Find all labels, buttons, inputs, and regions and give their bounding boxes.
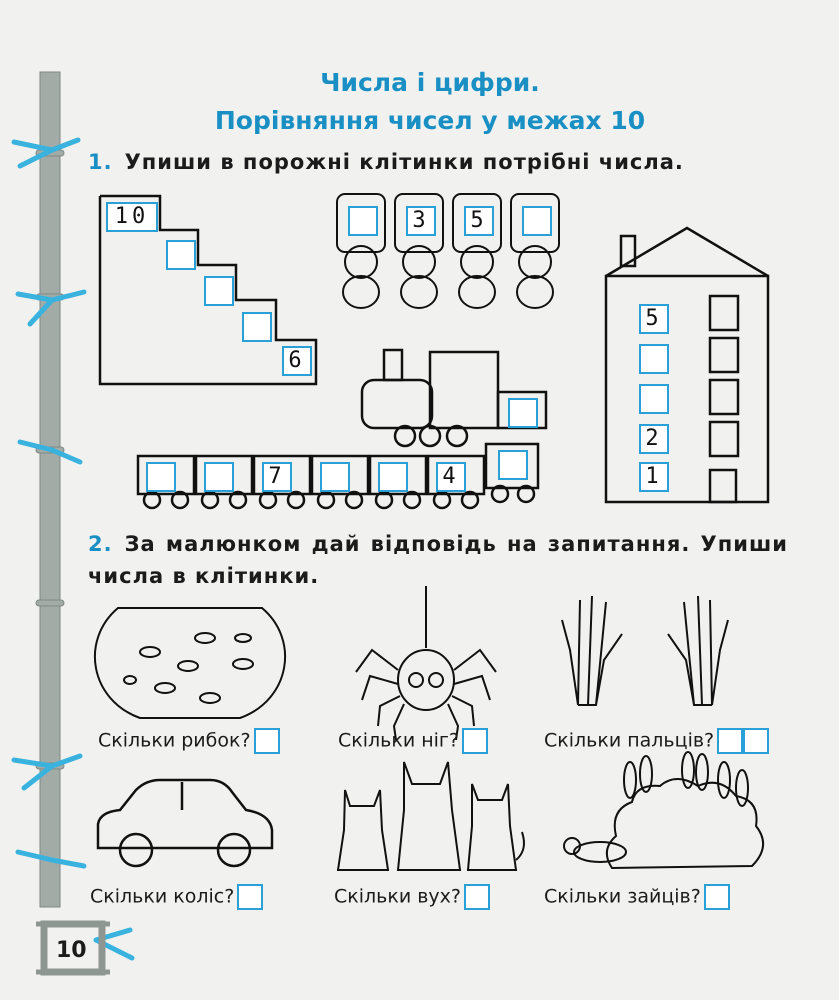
- question-hares-label: Скільки зайців?: [544, 885, 701, 908]
- stairs-box-1[interactable]: 10: [106, 202, 158, 232]
- task-1-number: 1.: [88, 150, 113, 174]
- train-box-1[interactable]: [146, 462, 176, 492]
- task-1: [88, 150, 684, 174]
- answer-box-fingers-ones[interactable]: [743, 728, 769, 754]
- task-2: [88, 528, 788, 592]
- answer-box-fish[interactable]: [254, 728, 280, 754]
- spider-drawing: [356, 586, 496, 740]
- house-drawing: [606, 228, 768, 502]
- train-box-4[interactable]: [320, 462, 350, 492]
- car-drawing: [98, 780, 272, 866]
- house-box-5[interactable]: 1: [639, 462, 669, 492]
- question-legs: [338, 728, 488, 754]
- bears-box-2[interactable]: 3: [406, 206, 436, 236]
- train-box-2[interactable]: [204, 462, 234, 492]
- hands-drawing: [562, 596, 728, 705]
- page-subtitle: Порівняння чисел у межах 10: [214, 106, 646, 135]
- bears-box-1[interactable]: [348, 206, 378, 236]
- hares-drawing: [564, 752, 763, 868]
- stairs-box-3[interactable]: [204, 276, 234, 306]
- answer-box-wheels[interactable]: [237, 884, 263, 910]
- train-box-6[interactable]: 4: [436, 462, 466, 492]
- question-fish-label: Скільки рибок?: [98, 729, 251, 752]
- answer-box-ears[interactable]: [464, 884, 490, 910]
- train-box-8[interactable]: [508, 398, 538, 428]
- question-fingers-label: Скільки пальців?: [544, 729, 715, 752]
- answer-box-legs[interactable]: [462, 728, 488, 754]
- bamboo-decoration: [36, 72, 64, 907]
- task-2-text: За малюнком дай відповідь на запитання. Упиши числа в клітинки.: [88, 532, 788, 588]
- page-title: Числа і цифри.: [320, 68, 540, 97]
- answer-box-hares[interactable]: [704, 884, 730, 910]
- question-fish: [98, 728, 280, 754]
- question-wheels: [90, 884, 263, 910]
- house-box-3[interactable]: [639, 384, 669, 414]
- house-box-4[interactable]: 2: [639, 424, 669, 454]
- answer-box-fingers-tens[interactable]: [717, 728, 743, 754]
- task-2-number: 2.: [88, 532, 113, 556]
- house-box-1[interactable]: 5: [639, 304, 669, 334]
- stairs-box-5[interactable]: 6: [282, 346, 312, 376]
- cats-drawing: [338, 762, 524, 870]
- stairs-box-2[interactable]: [166, 240, 196, 270]
- bears-box-4[interactable]: [522, 206, 552, 236]
- question-wheels-label: Скільки коліс?: [90, 885, 235, 908]
- question-hares: [544, 884, 730, 910]
- train-box-7[interactable]: [498, 450, 528, 480]
- question-ears: [334, 884, 490, 910]
- question-fingers: [544, 728, 769, 754]
- question-ears-label: Скільки вух?: [334, 885, 461, 908]
- fishbowl-drawing: [95, 608, 285, 718]
- question-legs-label: Скільки ніг?: [338, 729, 459, 752]
- task-1-text: Упиши в порожні клітинки потрібні числа.: [124, 150, 684, 174]
- train-box-5[interactable]: [378, 462, 408, 492]
- stairs-box-4[interactable]: [242, 312, 272, 342]
- house-box-2[interactable]: [639, 344, 669, 374]
- page-number: 10: [56, 938, 87, 963]
- bears-box-3[interactable]: 5: [464, 206, 494, 236]
- train-box-3[interactable]: 7: [262, 462, 292, 492]
